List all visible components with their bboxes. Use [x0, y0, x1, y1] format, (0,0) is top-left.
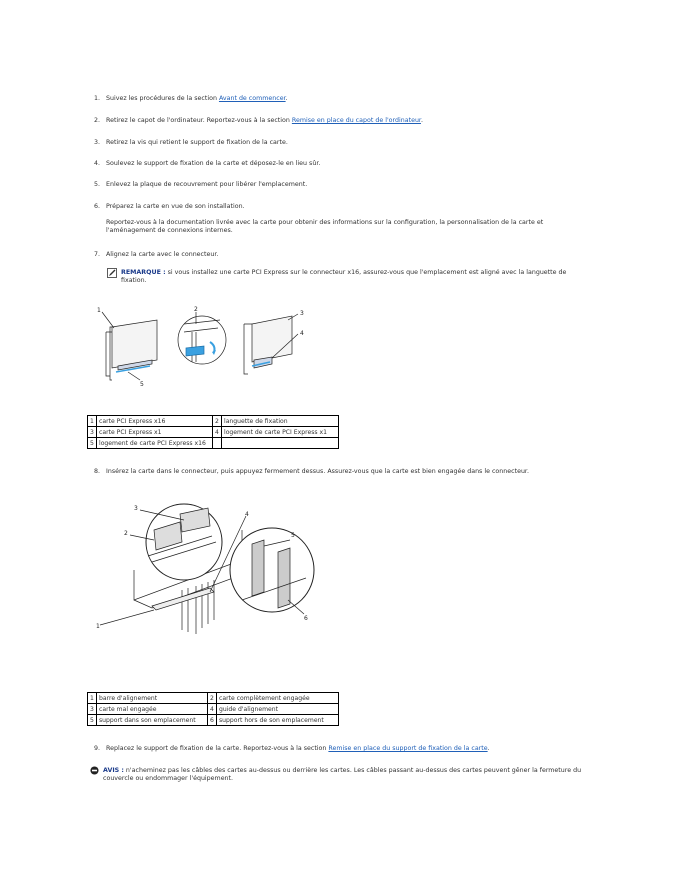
- figure2-callout: 6: [304, 615, 308, 622]
- legend-label: logement de carte PCI Express x16: [97, 438, 213, 449]
- legend-number: 3: [88, 427, 97, 438]
- step-text: Suivez les procédures de la section: [106, 95, 219, 102]
- table-row: [88, 704, 339, 715]
- step-number: 2.: [93, 117, 100, 124]
- step-text: Soulevez le support de fixation de la carte et déposez-le en lieu sûr.: [106, 160, 321, 167]
- note-text: si vous installez une carte PCI Express sur le connecteur x16, assurez-vous que l'emplacement est aligné avec la languette de fixation.: [121, 269, 567, 284]
- step-text-end: .: [487, 745, 490, 752]
- legend-label: carte PCI Express x16: [97, 416, 213, 427]
- legend-number: 5: [88, 715, 97, 726]
- legend-number: 1: [88, 693, 97, 704]
- legend-number: [213, 438, 222, 449]
- figure1-callout: 3: [300, 310, 304, 317]
- link-avant-de-commencer[interactable]: Avant de commencer: [218, 95, 286, 102]
- note-pencil-icon: [107, 268, 117, 278]
- step-number: 9.: [93, 745, 100, 752]
- legend-number: 4: [208, 704, 217, 715]
- figure2-callout: 5: [291, 532, 295, 539]
- step-number: 1.: [93, 95, 100, 102]
- figure1-callout: 2: [194, 306, 198, 313]
- step-text: Alignez la carte avec le connecteur.: [106, 251, 219, 258]
- legend-number: 6: [208, 715, 217, 726]
- figure1-legend: [87, 415, 339, 449]
- card-seating-figure: [92, 500, 322, 640]
- legend-label: carte mal engagée: [97, 704, 208, 715]
- notice: [103, 767, 583, 783]
- link-remise-capot[interactable]: Remise en place du capot de l'ordinateur: [291, 117, 421, 124]
- figure1-callout: 1: [97, 307, 101, 314]
- legend-label: carte PCI Express x1: [97, 427, 213, 438]
- legend-label: support dans son emplacement: [97, 715, 208, 726]
- step-text: Replacez le support de fixation de la carte. Reportez-vous à la section: [106, 745, 329, 752]
- legend-label: carte complètement engagée: [217, 693, 339, 704]
- step-number: 7.: [93, 251, 100, 258]
- figure2-callout: 1: [96, 623, 100, 630]
- link-remise-support[interactable]: Remise en place du support de fixation de la carte: [328, 745, 488, 752]
- step-text: Enlevez la plaque de recouvrement pour libérer l'emplacement.: [106, 181, 308, 188]
- notice-label: AVIS :: [103, 767, 124, 774]
- table-row: [88, 715, 339, 726]
- legend-number: 3: [88, 704, 97, 715]
- legend-number: 4: [213, 427, 222, 438]
- legend-label: support hors de son emplacement: [217, 715, 339, 726]
- table-row: [88, 693, 339, 704]
- legend-number: 2: [208, 693, 217, 704]
- step-number: 4.: [93, 160, 100, 167]
- figure2-callout: 2: [124, 530, 128, 537]
- figure2-legend: [87, 692, 339, 726]
- legend-label: languette de fixation: [222, 416, 339, 427]
- figure1-callout: 5: [140, 381, 144, 388]
- step-number: 5.: [93, 181, 100, 188]
- step-text: Préparez la carte en vue de son installation.: [106, 203, 245, 210]
- note: [121, 269, 573, 285]
- legend-number: 2: [213, 416, 222, 427]
- step-number: 3.: [93, 139, 100, 146]
- table-row: [88, 438, 339, 449]
- step-detail: Reportez-vous à la documentation livrée avec la carte pour obtenir des informations sur la configuration, la personnalisation de la carte et l'aménagement de connexions internes.: [106, 219, 544, 234]
- legend-label: [222, 438, 339, 449]
- figure2-callout: 3: [134, 505, 138, 512]
- step-text: Retirez la vis qui retient le support de fixation de la carte.: [106, 139, 288, 146]
- step-number: 6.: [93, 203, 100, 210]
- legend-label: barre d'alignement: [97, 693, 208, 704]
- step-text-end: .: [420, 117, 423, 124]
- table-row: [88, 416, 339, 427]
- notice-text: n'acheminez pas les câbles des cartes au-dessus ou derrière les cartes. Les câbles passant au-dessus des cartes peuvent gêner la fermeture du couvercle ou endommager l'équipement.: [103, 767, 582, 782]
- figure2-callout: 4: [245, 511, 249, 518]
- legend-number: 5: [88, 438, 97, 449]
- step-text-end: .: [285, 95, 288, 102]
- note-label: REMARQUE :: [121, 269, 166, 276]
- table-row: [88, 427, 339, 438]
- notice-stop-icon: [90, 766, 99, 775]
- figure1-callout: 4: [300, 330, 304, 337]
- step-number: 8.: [93, 468, 100, 475]
- legend-number: 1: [88, 416, 97, 427]
- step-text: Retirez le capot de l'ordinateur. Reportez-vous à la section: [106, 117, 292, 124]
- legend-label: logement de carte PCI Express x1: [222, 427, 339, 438]
- pci-express-cards-figure: [92, 302, 322, 392]
- step-text: Insérez la carte dans le connecteur, puis appuyez fermement dessus. Assurez-vous que la carte est bien engagée dans le connecteur.: [106, 468, 529, 475]
- legend-label: guide d'alignement: [217, 704, 339, 715]
